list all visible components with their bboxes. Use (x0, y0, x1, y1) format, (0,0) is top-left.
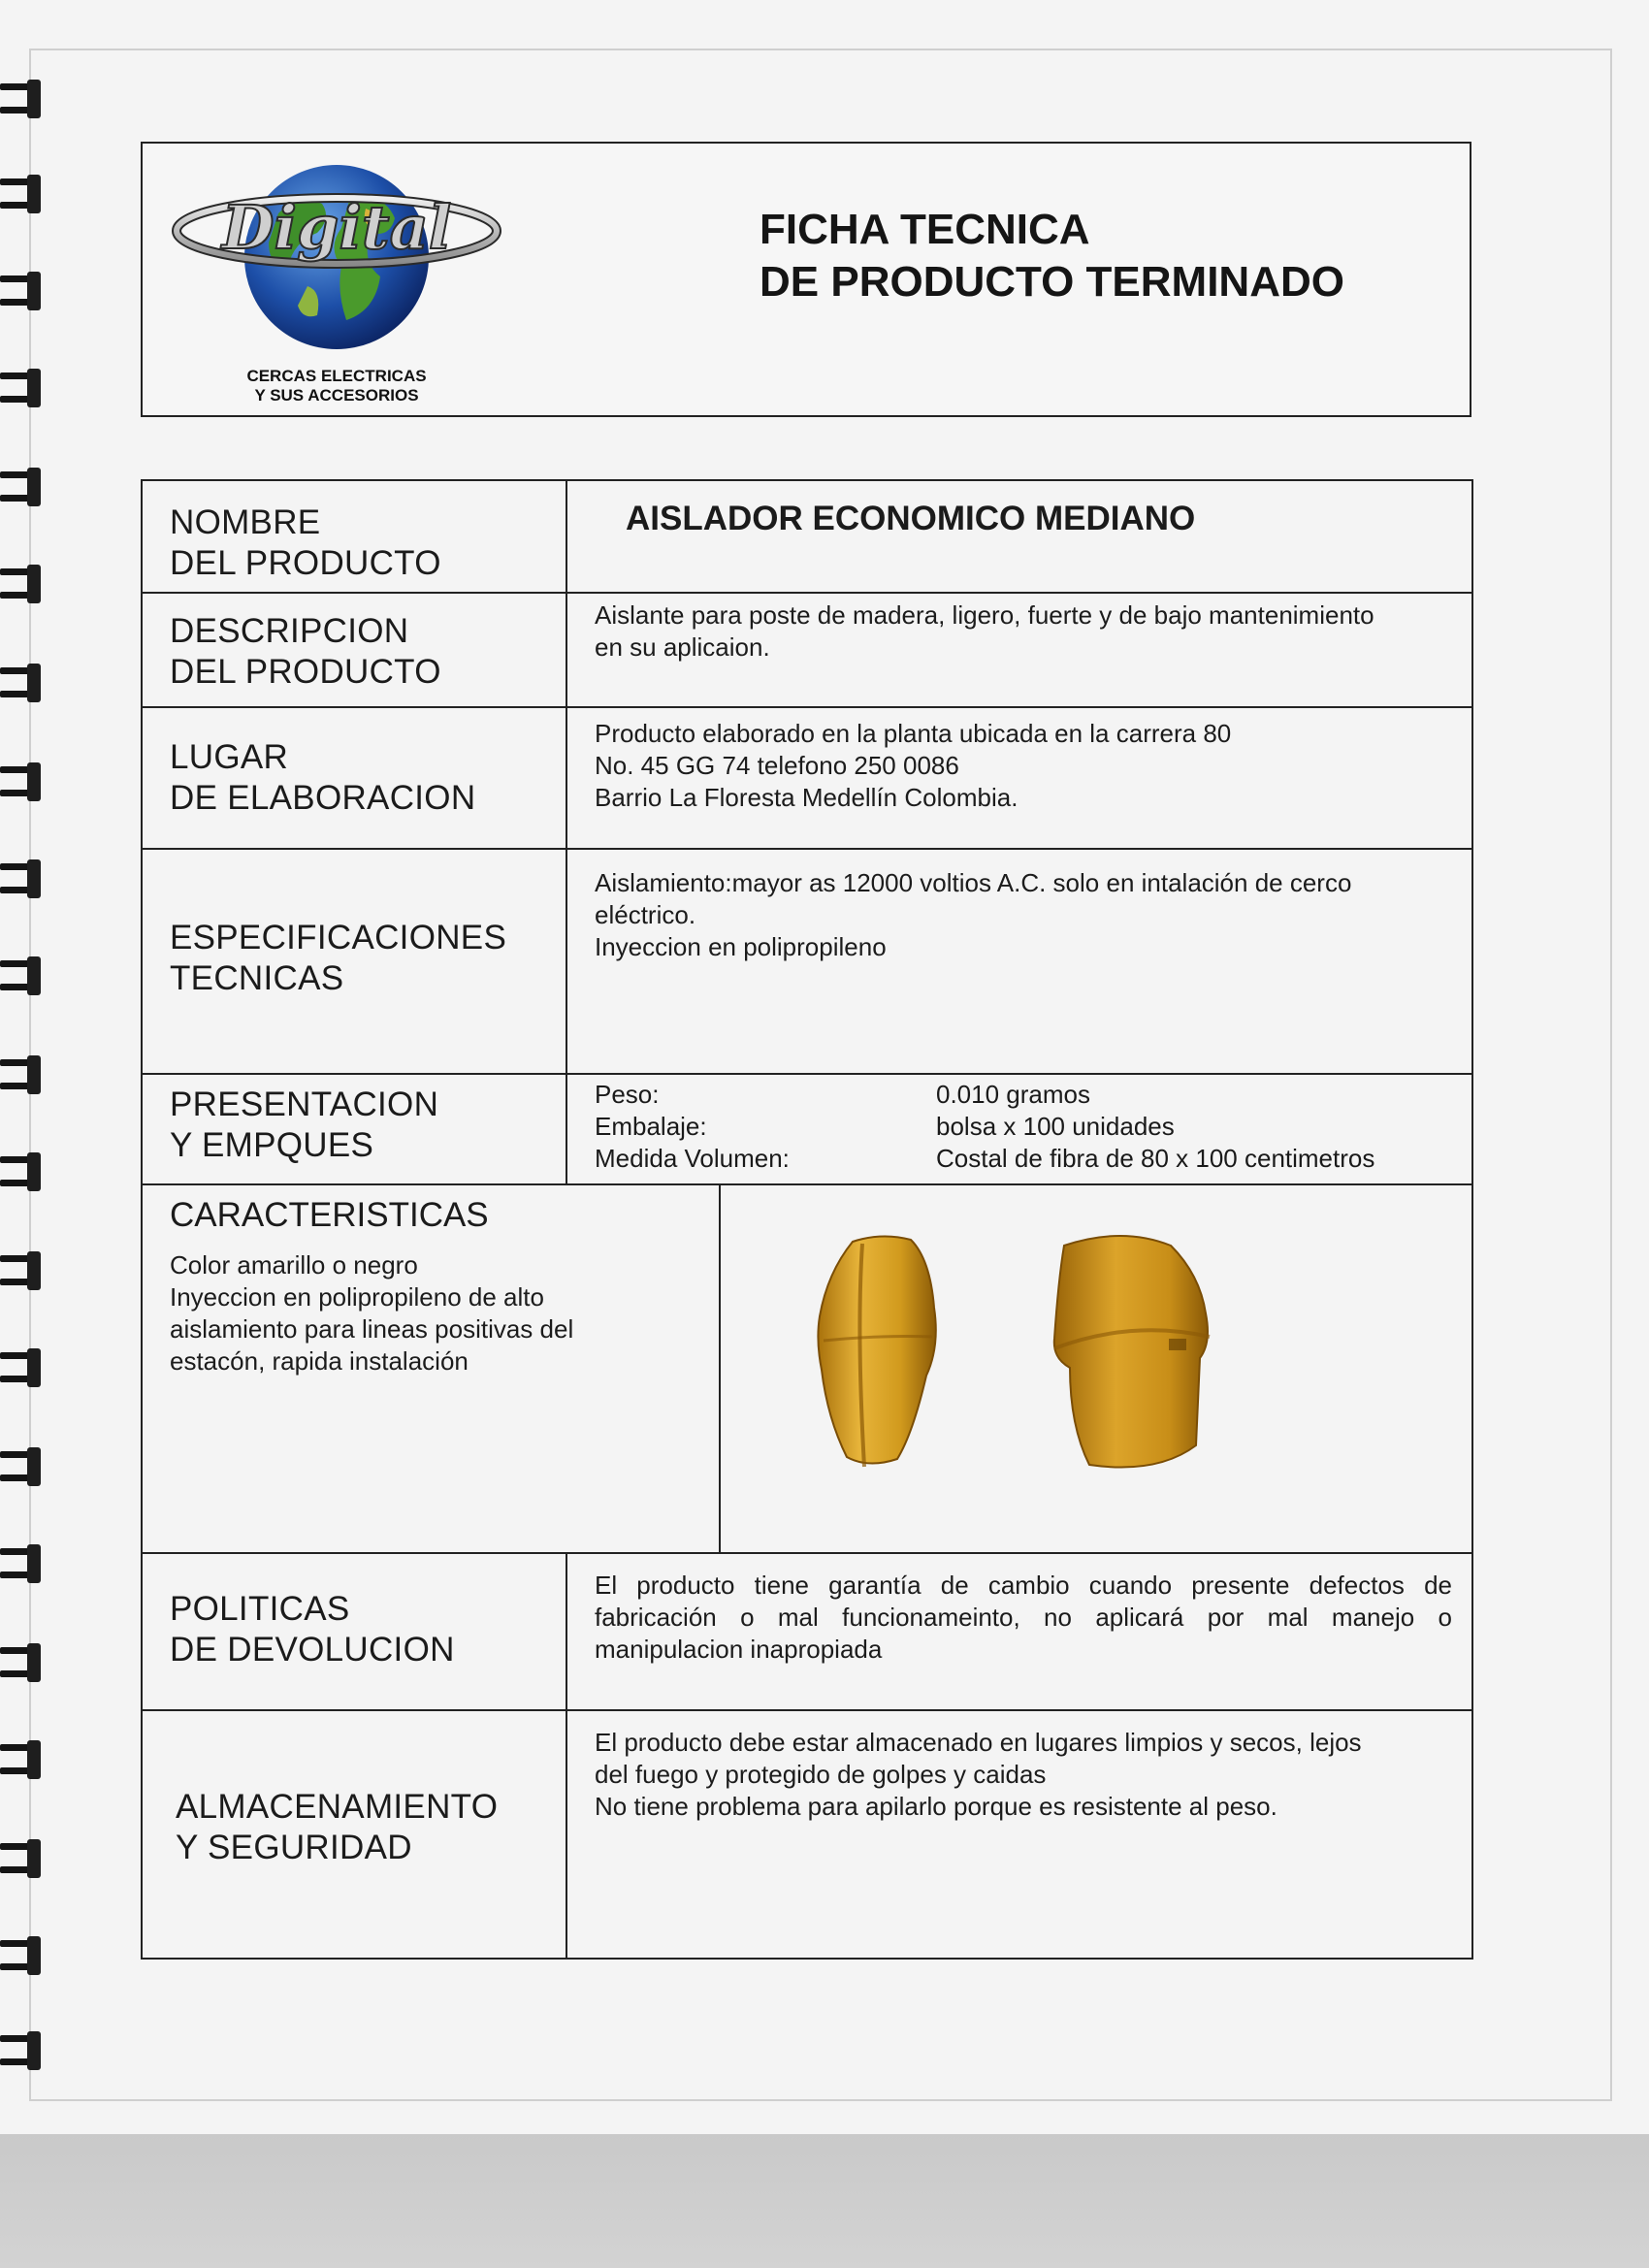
text-line: del fuego y protegido de golpes y caidas (595, 1760, 1047, 1789)
text-line: DESCRIPCION (170, 612, 409, 650)
logo-subtitle-line2: Y SUS ACCESORIOS (254, 386, 419, 405)
value-lugar (595, 718, 1452, 814)
binding-ring (0, 80, 43, 118)
binding-ring (0, 1544, 43, 1583)
spiral-binding (0, 0, 58, 2134)
peso-value: 0.010 gramos (936, 1080, 1090, 1109)
label-politicas (170, 1589, 455, 1670)
text-line: aislamiento para lineas positivas del (170, 1314, 574, 1344)
value-almacenamiento (595, 1727, 1452, 1823)
row-label-cell (143, 1075, 567, 1183)
logo-subtitle-line1: CERCAS ELECTRICAS (246, 367, 427, 385)
product-name: AISLADOR ECONOMICO MEDIANO (626, 500, 1196, 537)
row-politicas (141, 1552, 1473, 1709)
binding-ring (0, 1839, 43, 1878)
binding-ring (0, 1152, 43, 1191)
text-line: DE ELABORACION (170, 779, 476, 817)
binding-ring (0, 369, 43, 407)
binding-ring (0, 664, 43, 702)
text-line: Inyeccion en polipropileno (595, 932, 887, 961)
text-line: en su aplicaion. (595, 632, 770, 662)
binding-ring (0, 2031, 43, 2070)
row-label-cell (143, 1711, 567, 1958)
row-nombre (141, 479, 1473, 592)
product-spec-table (141, 479, 1473, 1960)
row-presentacion (141, 1073, 1473, 1183)
binding-ring (0, 1447, 43, 1486)
text-line: DEL PRODUCTO (170, 653, 441, 691)
text-line: Inyeccion en polipropileno de alto (170, 1282, 544, 1312)
row-especificaciones (141, 848, 1473, 1073)
presentacion-labels (595, 1079, 790, 1175)
text-line: estacón, rapida instalación (170, 1346, 469, 1376)
row-label-cell (143, 1554, 567, 1709)
binding-ring (0, 272, 43, 310)
text-line: El producto debe estar almacenado en lugares limpios y secos, lejos (595, 1728, 1362, 1757)
binding-ring (0, 1936, 43, 1975)
text-line: DEL PRODUCTO (170, 544, 441, 582)
row-lugar (141, 706, 1473, 848)
binding-ring (0, 468, 43, 506)
label-almacenamiento (176, 1787, 498, 1868)
binding-ring (0, 565, 43, 603)
row-almacenamiento (141, 1709, 1473, 1960)
binding-ring (0, 1055, 43, 1094)
label-lugar (170, 737, 475, 819)
medida-label: Medida Volumen: (595, 1144, 790, 1173)
text-line: Y SEGURIDAD (176, 1829, 412, 1866)
binding-ring (0, 1740, 43, 1779)
binding-ring (0, 1643, 43, 1682)
value-politicas: El producto tiene garantía de cambio cuando presente defectos de fabricación o mal funcionameinto, no aplicará por mal manejo o manipulacion inapropiada (595, 1571, 1452, 1664)
text-line: Color amarillo o negro (170, 1250, 418, 1280)
row-caracteristicas (141, 1183, 1473, 1552)
row-label-cell (143, 850, 567, 1073)
presentacion-values (936, 1079, 1374, 1175)
value-descripcion (595, 599, 1452, 664)
label-caracteristicas: CARACTERISTICAS (170, 1196, 489, 1234)
text-line: Digital (221, 192, 452, 263)
globe-logo-icon (172, 155, 501, 359)
peso-label: Peso: (595, 1080, 660, 1109)
text-line: Aislante para poste de madera, ligero, fuerte y de bajo mantenimiento (595, 600, 1374, 630)
text-line: Producto elaborado en la planta ubicada en la carrera 80 (595, 719, 1232, 748)
label-presentacion (170, 1085, 438, 1166)
text-line: ESPECIFICACIONES (170, 919, 507, 956)
binding-ring (0, 762, 43, 801)
label-especificaciones (170, 918, 506, 999)
text-line: No. 45 GG 74 telefono 250 0086 (595, 751, 959, 780)
embalaje-label: Embalaje: (595, 1112, 707, 1141)
text-line: TECNICAS (170, 959, 344, 997)
logo-subtitle (172, 367, 501, 405)
medida-value: Costal de fibra de 80 x 100 centimetros (936, 1144, 1375, 1173)
insulator-front-icon (818, 1236, 935, 1467)
document-title (760, 204, 1344, 308)
binding-ring (0, 1251, 43, 1290)
document-title-line2: DE PRODUCTO TERMINADO (760, 258, 1344, 306)
binding-ring (0, 859, 43, 898)
document-header (141, 142, 1471, 417)
company-logo (172, 155, 521, 407)
label-descripcion (170, 611, 441, 693)
column-divider (719, 1185, 721, 1552)
text-line: Y EMPQUES (170, 1126, 374, 1164)
row-label-cell (143, 708, 567, 848)
binding-ring (0, 1348, 43, 1387)
text-line: eléctrico. (595, 900, 696, 929)
value-caracteristicas (170, 1249, 626, 1377)
text-line: PRESENTACION (170, 1085, 439, 1123)
embalaje-value: bolsa x 100 unidades (936, 1112, 1175, 1141)
text-line: No tiene problema para apilarlo porque es resistente al peso. (595, 1792, 1277, 1821)
value-especificaciones (595, 867, 1452, 963)
text-line: ALMACENAMIENTO (176, 1788, 499, 1826)
text-line: LUGAR (170, 738, 289, 776)
text-line: DE DEVOLUCION (170, 1631, 455, 1669)
text-line: Barrio La Floresta Medellín Colombia. (595, 783, 1018, 812)
insulator-side-icon (1054, 1236, 1210, 1468)
binding-ring (0, 175, 43, 213)
binding-ring (0, 956, 43, 995)
product-photo (744, 1224, 1462, 1544)
row-label-cell (143, 594, 567, 706)
document-title-line1: FICHA TECNICA (760, 206, 1090, 253)
row-label-cell (143, 481, 567, 592)
label-nombre (170, 502, 441, 584)
text-line: NOMBRE (170, 503, 321, 541)
text-line: Aislamiento:mayor as 12000 voltios A.C. solo en intalación de cerco (595, 868, 1352, 897)
text-line: POLITICAS (170, 1590, 350, 1628)
scan-background (0, 2134, 1649, 2268)
row-descripcion (141, 592, 1473, 706)
